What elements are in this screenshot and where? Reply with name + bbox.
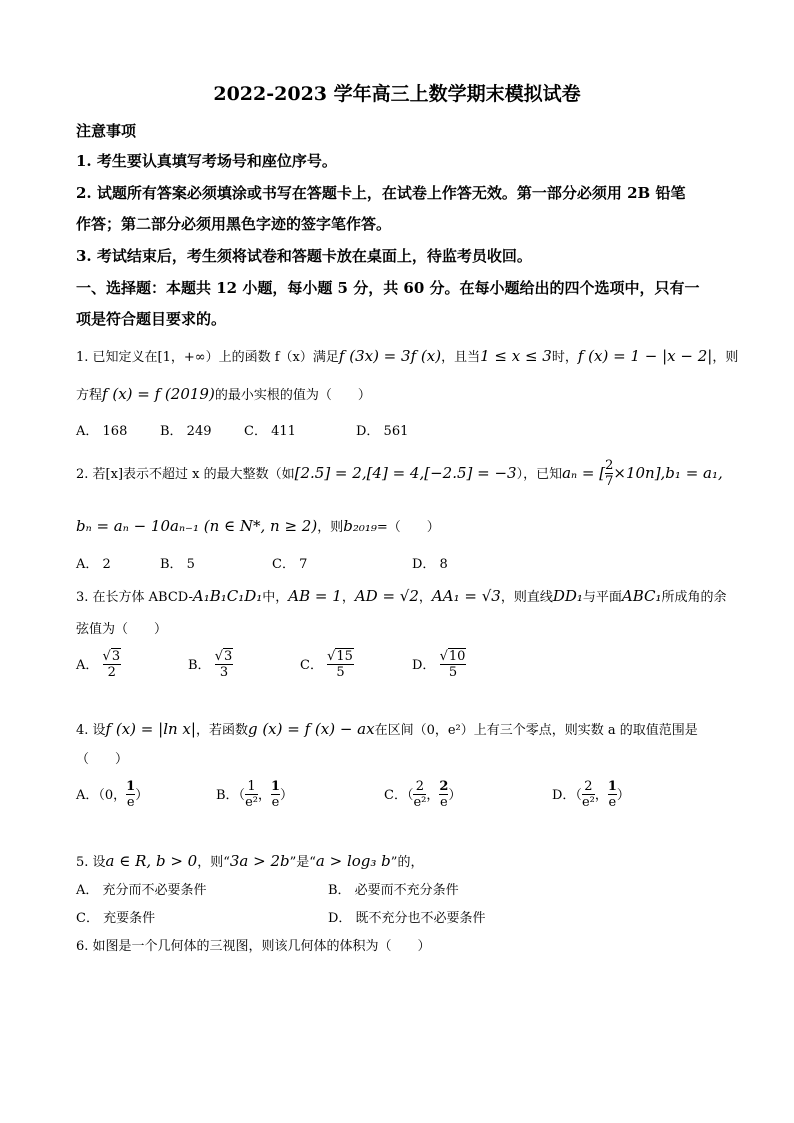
notice-item: 1. 考生要认真填写考场号和座位序号。 [76,152,337,170]
q2-option-d: D． 8 [412,557,448,572]
q4-line2: （ ） [76,752,129,767]
q5-option-a: A． 充分而不必要条件 [76,883,207,898]
q3-option-c: C． $\frac{√15}{5}$ [300,649,353,681]
q1-line1: 1. 已知定义在[1，+∞）上的函数 f（x）满足f (3x) = 3f (x)，且当1 ≤ x ≤ 3时，f (x) = 1 − |x − 2|，则 [76,347,739,365]
q2-option-a: A． 2 [76,557,111,572]
q4-line1: 4. 设f (x) = |ln x|，若函数g (x) = f (x) − ax在区间（0，e²）上有三个零点，则实数 a 的取值范围是 [76,720,698,738]
q3-option-a: A． $\frac{√3}{2}$ [76,649,121,681]
q2-option-b: B． 5 [160,557,195,572]
q3-line1: 3. 在长方体 ABCD-A₁B₁C₁D₁中，AB = 1，AD = √2，AA₁ = √3，则直线DD₁与平面ABC₁所成角的余 [76,587,727,605]
q1-option-d: D． 561 [356,424,409,439]
q2-line1: 2. 若[x]表示不超过 x 的最大整数（如[2.5] = 2,[4] = 4,[−2.5] = −3），已知aₙ = [ $\frac{2}{7}$ ×10n],b₁ = a₁, [76,458,723,490]
page-title: 2022-2023 学年高三上数学期末模拟试卷 [213,83,581,105]
notice-item: 作答；第二部分必须用黑色字迹的签字笔作答。 [76,215,392,233]
section-heading-line1: 一、选择题：本题共 12 小题，每小题 5 分，共 60 分。在每小题给出的四个选项中，只有一 [76,279,700,297]
q4-option-b: B．（ $\frac{1}{\text{e²}}$ ， $\frac{1}{e}$ ） [216,779,294,811]
q1-option-a: A． 168 [76,424,128,439]
section-heading-line2: 项是符合题目要求的。 [76,310,227,328]
q4-option-c: C．（ $\frac{2}{\text{e²}}$ ， $\frac{2}{e}$ ） [384,779,462,811]
q5-line1: 5. 设a ∈ R, b > 0，则“3a > 2b”是“a > log₃ b”的， [76,852,424,870]
q5-option-c: C． 充要条件 [76,911,156,926]
q2-option-c: C． 7 [272,557,308,572]
q2-line2: bₙ = aₙ − 10aₙ₋₁ (n ∈ N*, n ≥ 2)，则b₂₀₁₉=（ ） [76,517,440,535]
q5-option-b: B． 必要而不充分条件 [328,883,459,898]
q5-option-d: D． 既不充分也不必要条件 [328,911,486,926]
q1-option-b: B． 249 [160,424,212,439]
q6-line1: 6. 如图是一个几何体的三视图，则该几何体的体积为（ ） [76,939,431,954]
q3-option-d: D． $\frac{√10}{5}$ [412,649,466,681]
q4-option-d: D．（ $\frac{2}{\text{e²}}$ ， $\frac{1}{e}$ ） [552,779,630,811]
q1-option-c: C． 411 [244,424,296,439]
q1-line2: 方程f (x) = f (2019)的最小实根的值为（ ） [76,385,371,403]
notice-heading: 注意事项 [76,122,137,140]
q4-option-a: A．（0， $\frac{1}{e}$ ） [76,779,149,811]
notice-item: 2. 试题所有答案必须填涂或书写在答题卡上，在试卷上作答无效。第一部分必须用 2B 铅笔 [76,184,686,202]
notice-item: 3. 考试结束后，考生须将试卷和答题卡放在桌面上，待监考员收回。 [76,247,532,265]
q3-option-b: B． $\frac{√3}{3}$ [188,649,233,681]
q3-line2: 弦值为（ ） [76,622,168,637]
